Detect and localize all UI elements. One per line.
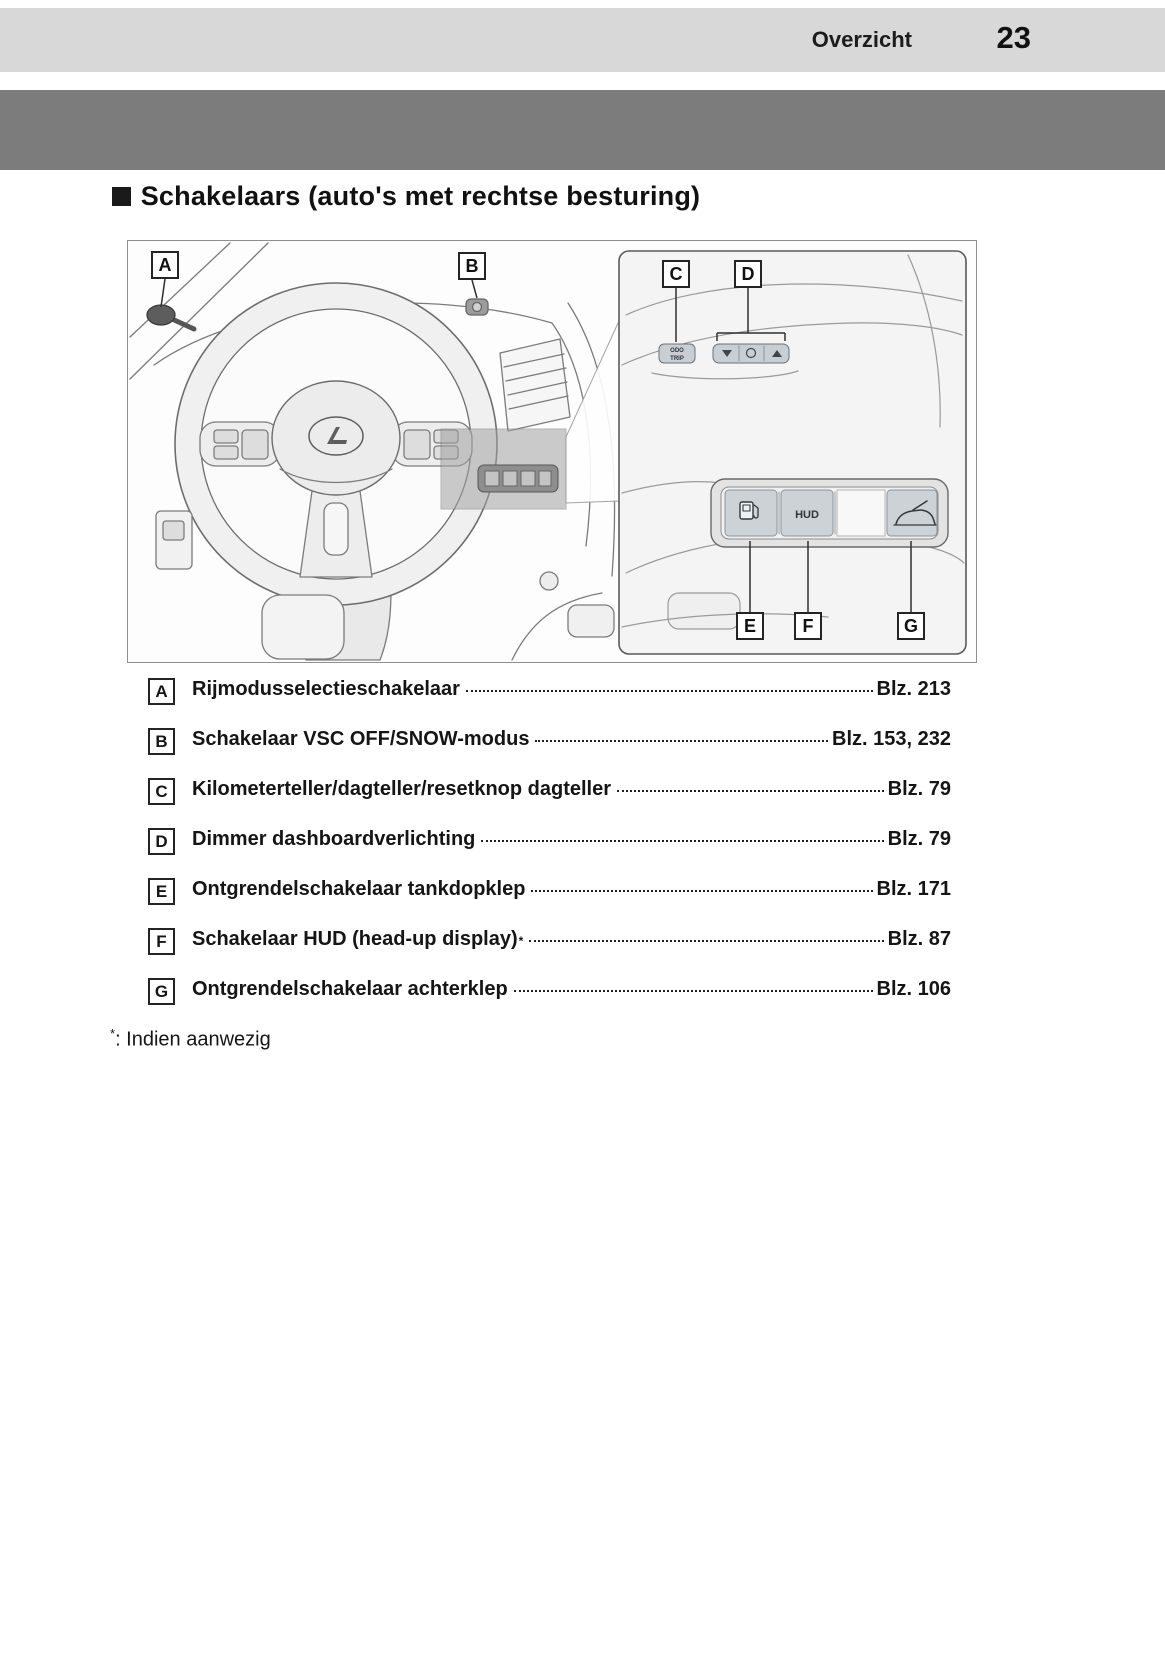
legend-row-b bbox=[148, 728, 951, 755]
fuel-door-button bbox=[725, 490, 779, 536]
footnote-text: : Indien aanwezig bbox=[115, 1028, 271, 1051]
callout-box-d: D bbox=[734, 260, 762, 288]
asterisk-marker: * bbox=[518, 934, 524, 948]
trunk-release-button bbox=[887, 490, 937, 536]
callout-box-g: G bbox=[897, 612, 925, 640]
callout-key-d: D bbox=[148, 828, 175, 855]
callout-key-c: C bbox=[148, 778, 175, 805]
vsc-switch bbox=[466, 299, 488, 315]
lower-dash-panel bbox=[156, 511, 192, 569]
dotted-leader bbox=[514, 990, 873, 992]
legend-page-ref-c: Blz. 79 bbox=[887, 778, 951, 800]
trunk-open-icon bbox=[887, 490, 937, 536]
legend-label-c: Kilometerteller/dagteller/resetknop dagteller bbox=[192, 778, 612, 800]
inset-panel bbox=[619, 251, 966, 654]
center-console bbox=[512, 572, 614, 660]
magnifier-wedge bbox=[566, 321, 619, 503]
legend bbox=[148, 678, 951, 1028]
svg-text:HUD: HUD bbox=[795, 509, 819, 521]
header-section-title: Overzicht bbox=[811, 27, 912, 52]
dimmer-rocker bbox=[713, 344, 789, 363]
callout-key-b: B bbox=[148, 728, 175, 755]
legend-row-e bbox=[148, 878, 951, 905]
callout-box-a: A bbox=[151, 251, 179, 279]
callout-box-e: E bbox=[736, 612, 764, 640]
legend-row-f bbox=[148, 928, 951, 955]
black-square-icon bbox=[112, 187, 131, 206]
callout-key-f: F bbox=[148, 928, 175, 955]
callout-box-c: C bbox=[662, 260, 690, 288]
footnote-marker: * bbox=[110, 1026, 116, 1041]
legend-page-ref-a: Blz. 213 bbox=[876, 678, 951, 700]
figure-drawing bbox=[128, 241, 976, 662]
callout-key-g: G bbox=[148, 978, 175, 1005]
dotted-leader bbox=[531, 890, 872, 892]
magnified-region-highlight bbox=[441, 429, 566, 509]
legend-row-d bbox=[148, 828, 951, 855]
callout-key-e: E bbox=[148, 878, 175, 905]
legend-label-g: Ontgrendelschakelaar achterklep bbox=[192, 978, 508, 1000]
legend-label-a: Rijmodusselectieschakelaar bbox=[192, 678, 460, 700]
legend-page-ref-f: Blz. 87 bbox=[887, 928, 951, 950]
dotted-leader bbox=[466, 690, 873, 692]
legend-row-c bbox=[148, 778, 951, 805]
svg-text:ODO: ODO bbox=[670, 348, 684, 354]
callout-box-f: F bbox=[794, 612, 822, 640]
air-vent-icon bbox=[500, 339, 570, 431]
dashboard-illustration bbox=[127, 240, 977, 663]
page-header bbox=[0, 8, 1165, 72]
legend-page-ref-g: Blz. 106 bbox=[876, 978, 951, 1000]
section-heading bbox=[112, 181, 700, 212]
odo-trip-button bbox=[659, 344, 695, 363]
dotted-leader bbox=[529, 940, 883, 942]
dotted-leader bbox=[535, 740, 828, 742]
svg-text:TRIP: TRIP bbox=[670, 356, 684, 362]
footnote bbox=[110, 1026, 271, 1052]
legend-page-ref-e: Blz. 171 bbox=[876, 878, 951, 900]
section-heading-text: Schakelaars (auto's met rechtse besturing) bbox=[140, 181, 701, 211]
blank-switch-slot bbox=[837, 490, 885, 536]
dotted-leader bbox=[617, 790, 884, 792]
legend-label-d: Dimmer dashboardverlichting bbox=[192, 828, 476, 850]
dotted-leader bbox=[481, 840, 883, 842]
legend-page-ref-d: Blz. 79 bbox=[887, 828, 951, 850]
legend-label-b: Schakelaar VSC OFF/SNOW-modus bbox=[192, 728, 530, 750]
callout-box-b: B bbox=[458, 252, 486, 280]
callout-key-a: A bbox=[148, 678, 175, 705]
footrest bbox=[262, 595, 344, 659]
legend-page-ref-b: Blz. 153, 232 bbox=[832, 728, 951, 750]
drive-mode-knob bbox=[147, 305, 194, 329]
legend-label-e: Ontgrendelschakelaar tankdopklep bbox=[192, 878, 526, 900]
legend-row-g bbox=[148, 978, 951, 1005]
legend-label-f: Schakelaar HUD (head-up display) bbox=[192, 928, 518, 950]
chapter-banner bbox=[0, 90, 1165, 170]
legend-row-a bbox=[148, 678, 951, 705]
switch-panel bbox=[711, 479, 948, 547]
header-page-number: 23 bbox=[996, 20, 1031, 55]
hud-button bbox=[781, 490, 835, 536]
